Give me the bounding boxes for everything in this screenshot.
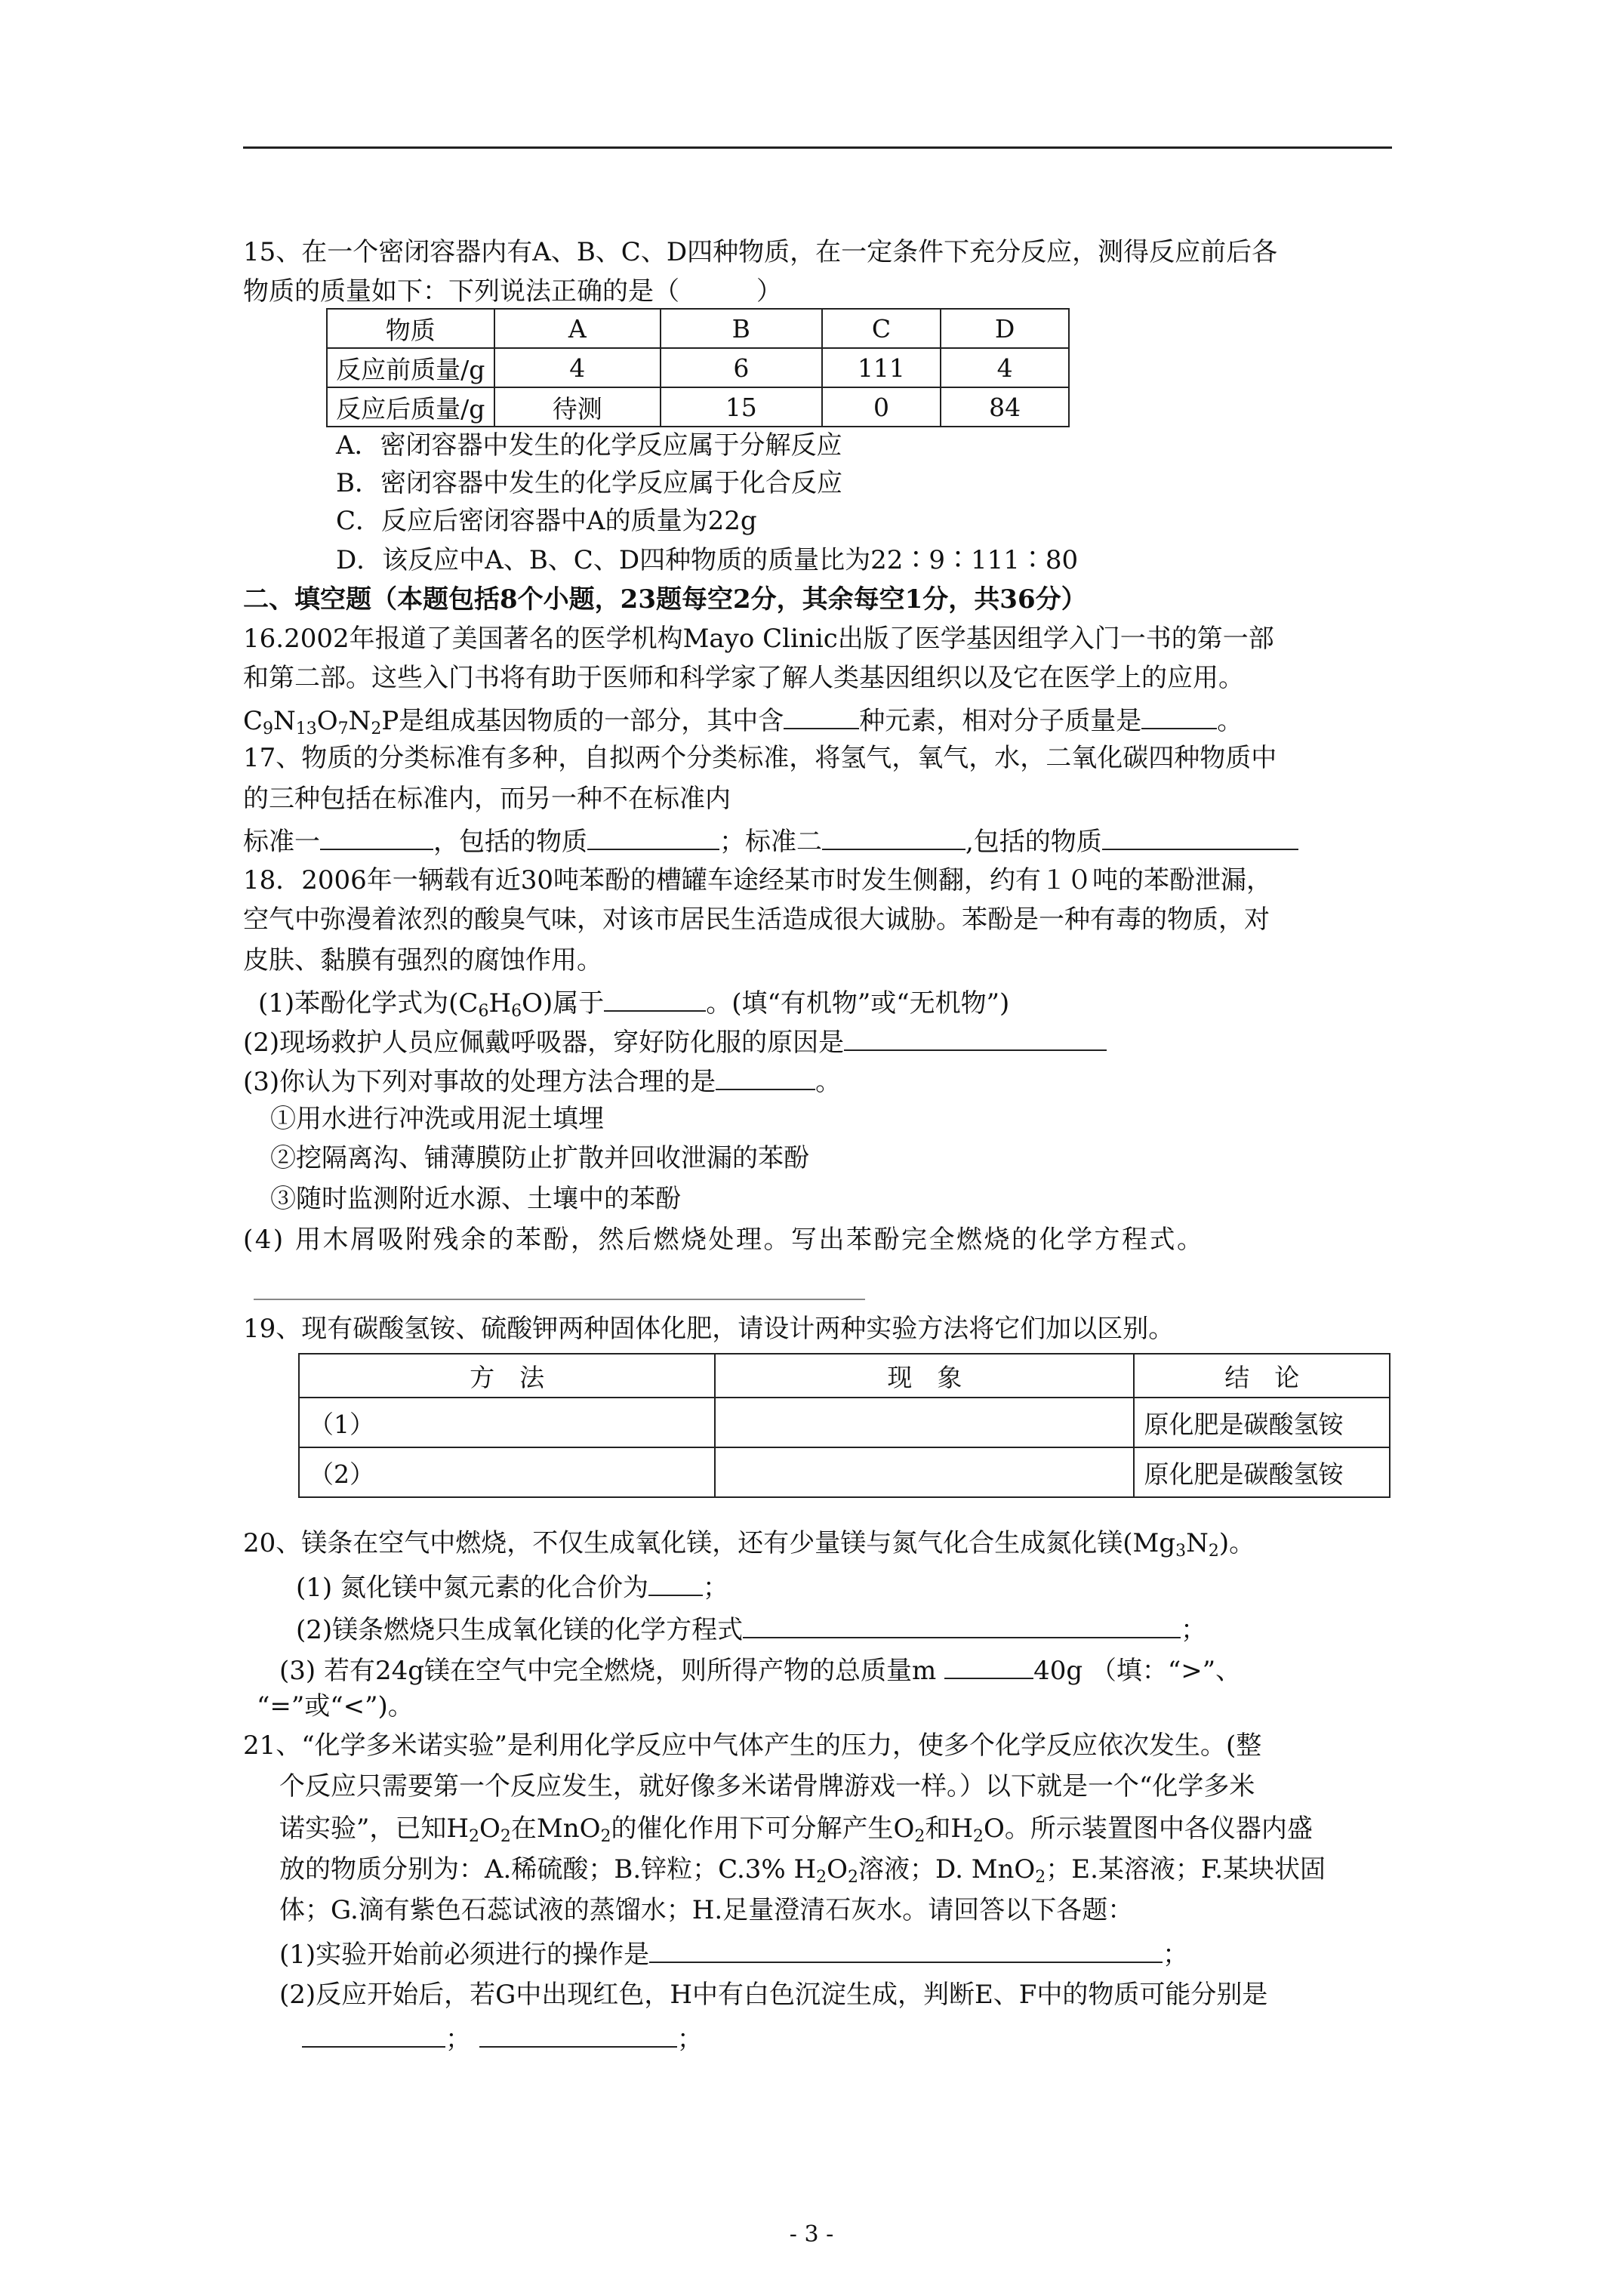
q20-part1: (1) 氮化镁中氮元素的化合价为 ；: [296, 1569, 728, 1604]
q17-line1: 17、物质的分类标准有多种，自拟两个分类标准，将氢气，氧气，水，二氧化碳四种物质中: [243, 743, 1277, 773]
q15-line2: 物质的质量如下：下列说法正确的是（ ）: [243, 276, 782, 307]
q15-line1: 15、在一个密闭容器内有A、B、C、D四种物质，在一定条件下充分反应，测得反应前后各: [243, 237, 1278, 267]
table-cell: 反应后质量/g: [327, 387, 494, 427]
table-cell: 原化肥是碳酸氢铵: [1134, 1447, 1390, 1497]
table-header-cell: 现 象: [715, 1354, 1134, 1398]
table-cell[interactable]: [715, 1398, 1134, 1447]
q21-line2: 个反应只需要第一个反应发生，就好像多米诺骨牌游戏一样。）以下就是一个“化学多米: [279, 1771, 1255, 1801]
formula: $C_9N_{13}O_7N_2P$: [243, 706, 399, 738]
answer-blank[interactable]: [649, 1936, 1163, 1963]
q21-part2-answers: ； ；: [302, 2020, 703, 2056]
table-header-cell: 结 论: [1134, 1354, 1390, 1398]
table-row: [327, 387, 1069, 427]
table-cell: 15: [661, 387, 822, 427]
q16-line1: 16.2002年报道了美国著名的医学机构Mayo Clinic出版了医学基因组学入门一书的第一部: [243, 624, 1274, 654]
table-cell: 6: [661, 348, 822, 387]
table-cell: 反应前质量/g: [327, 348, 494, 387]
q18-option-2: ②挖隔离沟、铺薄膜防止扩散并回收泄漏的苯酚: [270, 1143, 809, 1173]
table-header-cell: 物质: [327, 309, 494, 348]
q15-mass-table: [326, 308, 1070, 427]
q18-part3: (3)你认为下列对事故的处理方法合理的是 。: [243, 1063, 841, 1099]
q21-line3: 诺实验”，已知$H_2O_2$在MnO$_2$的催化作用下可分解产生$O_2$和$H_2O$。所示装置图中各仪器内盛: [279, 1814, 1313, 1846]
answer-blank[interactable]: [587, 823, 719, 850]
table-header-cell: B: [661, 309, 822, 348]
table-header-cell: 方 法: [299, 1354, 715, 1398]
q15-option-c: C．反应后密闭容器中A的质量为22g: [336, 506, 757, 536]
answer-blank[interactable]: [944, 1652, 1033, 1679]
page-number: - 3 -: [789, 2221, 834, 2248]
table-cell: 111: [822, 348, 941, 387]
table-header-cell: D: [941, 309, 1069, 348]
table-cell: 0: [822, 387, 941, 427]
answer-blank[interactable]: [822, 823, 965, 850]
answer-blank[interactable]: [604, 985, 706, 1012]
q18-part2: (2)现场救护人员应佩戴呼吸器，穿好防化服的原因是: [243, 1024, 1107, 1059]
table-cell: 待测: [494, 387, 661, 427]
q18-line1: 18．2006年一辆载有近30吨苯酚的槽罐车途经某市时发生侧翻，约有１０吨的苯酚泄漏，: [243, 865, 1273, 895]
q16-line2: 和第二部。这些入门书将有助于医师和科学家了解人类基因组织以及它在医学上的应用。: [243, 663, 1244, 693]
table-cell[interactable]: （2）: [299, 1447, 715, 1497]
answer-line[interactable]: [254, 1299, 865, 1300]
answer-blank[interactable]: [743, 1611, 1181, 1638]
table-cell[interactable]: [715, 1447, 1134, 1497]
table-header-cell: C: [822, 309, 941, 348]
table-cell: 4: [941, 348, 1069, 387]
q21-part1: (1)实验开始前必须进行的操作是 ；: [279, 1936, 1188, 1971]
q20-part2: (2)镁条燃烧只生成氧化镁的化学方程式 ；: [296, 1611, 1206, 1647]
answer-blank[interactable]: [479, 2020, 677, 2048]
q18-part4: (4) 用木屑吸附残余的苯酚，然后燃烧处理。写出苯酚完全燃烧的化学方程式。: [243, 1225, 1205, 1255]
answer-blank[interactable]: [844, 1024, 1107, 1051]
q20-part3: (3) 若有24g镁在空气中完全燃烧，则所得产物的总质量m 40g （填：“>”、: [279, 1652, 1241, 1687]
answer-blank[interactable]: [648, 1569, 703, 1596]
q15-option-b: B．密闭容器中发生的化学反应属于化合反应: [336, 468, 842, 498]
q16-line3: $C_9N_{13}O_7N_2P$是组成基因物质的一部分，其中含 种元素，相对分子质量是 。: [243, 702, 1243, 738]
table-header-row: [299, 1354, 1390, 1398]
table-header-cell: A: [494, 309, 661, 348]
table-cell: 84: [941, 387, 1069, 427]
q18-line2: 空气中弥漫着浓烈的酸臭气味，对该市居民生活造成很大诚胁。苯酚是一种有毒的物质，对: [243, 905, 1270, 935]
answer-blank[interactable]: [302, 2020, 445, 2048]
q19-method-table: [298, 1353, 1390, 1498]
table-row: [299, 1447, 1390, 1497]
q21-line1: 21、“化学多米诺实验”是利用化学反应中气体产生的压力，使多个化学反应依次发生。(整: [243, 1730, 1262, 1761]
q18-line3: 皮肤、黏膜有强烈的腐蚀作用。: [243, 945, 602, 975]
table-cell: 4: [494, 348, 661, 387]
answer-blank[interactable]: [1102, 823, 1298, 850]
table-row: [327, 348, 1069, 387]
header-rule: [243, 146, 1392, 149]
q19-line1: 19、现有碳酸氢铵、硫酸钾两种固体化肥，请设计两种实验方法将它们加以区别。: [243, 1314, 1175, 1344]
answer-blank[interactable]: [784, 702, 859, 729]
q18-option-1: ①用水进行冲洗或用泥土填埋: [270, 1104, 604, 1134]
q18-option-3: ③随时监测附近水源、土壤中的苯酚: [270, 1184, 681, 1214]
table-row: [299, 1398, 1390, 1447]
answer-blank[interactable]: [320, 823, 433, 850]
q21-line5: 体；G.滴有紫色石蕊试液的蒸馏水；H.足量澄清石灰水。请回答以下各题：: [279, 1895, 1134, 1925]
q17-line3: 标准一 ，包括的物质 ；标准二 ,包括的物质: [243, 823, 1298, 858]
q15-option-d: D．该反应中A、B、C、D四种物质的质量比为22∶9∶111∶80: [336, 545, 1079, 575]
q21-line4: 放的物质分别为：A.稀硫酸；B.锌粒；C.3% $H_2O_2$溶液；D. MnO$_2$；E.某溶液；F.某块状固: [279, 1854, 1326, 1887]
answer-blank[interactable]: [716, 1063, 815, 1090]
table-cell[interactable]: （1）: [299, 1398, 715, 1447]
table-header-row: [327, 309, 1069, 348]
q17-line2: 的三种包括在标准内，而另一种不在标准内: [243, 784, 731, 814]
section-2-title: 二、填空题（本题包括8个小题，23题每空2分，其余每空1分，共36分）: [243, 584, 1087, 615]
answer-blank[interactable]: [1141, 702, 1217, 729]
q21-part2: (2)反应开始后，若G中出现红色，H中有白色沉淀生成，判断E、F中的物质可能分别是: [279, 1980, 1268, 2010]
q20-part3-cont: “=”或“<”)。: [257, 1691, 414, 1721]
q18-part1: (1)苯酚化学式为$(C_6H_6O)$属于 。(填“有机物”或“无机物”): [258, 985, 1009, 1020]
table-cell: 原化肥是碳酸氢铵: [1134, 1398, 1390, 1447]
q15-option-a: A．密闭容器中发生的化学反应属于分解反应: [336, 430, 842, 461]
q20-line1: 20、镁条在空气中燃烧，不仅生成氧化镁，还有少量镁与氮气化合生成氮化镁$(Mg_3N_2)$。: [243, 1528, 1255, 1561]
